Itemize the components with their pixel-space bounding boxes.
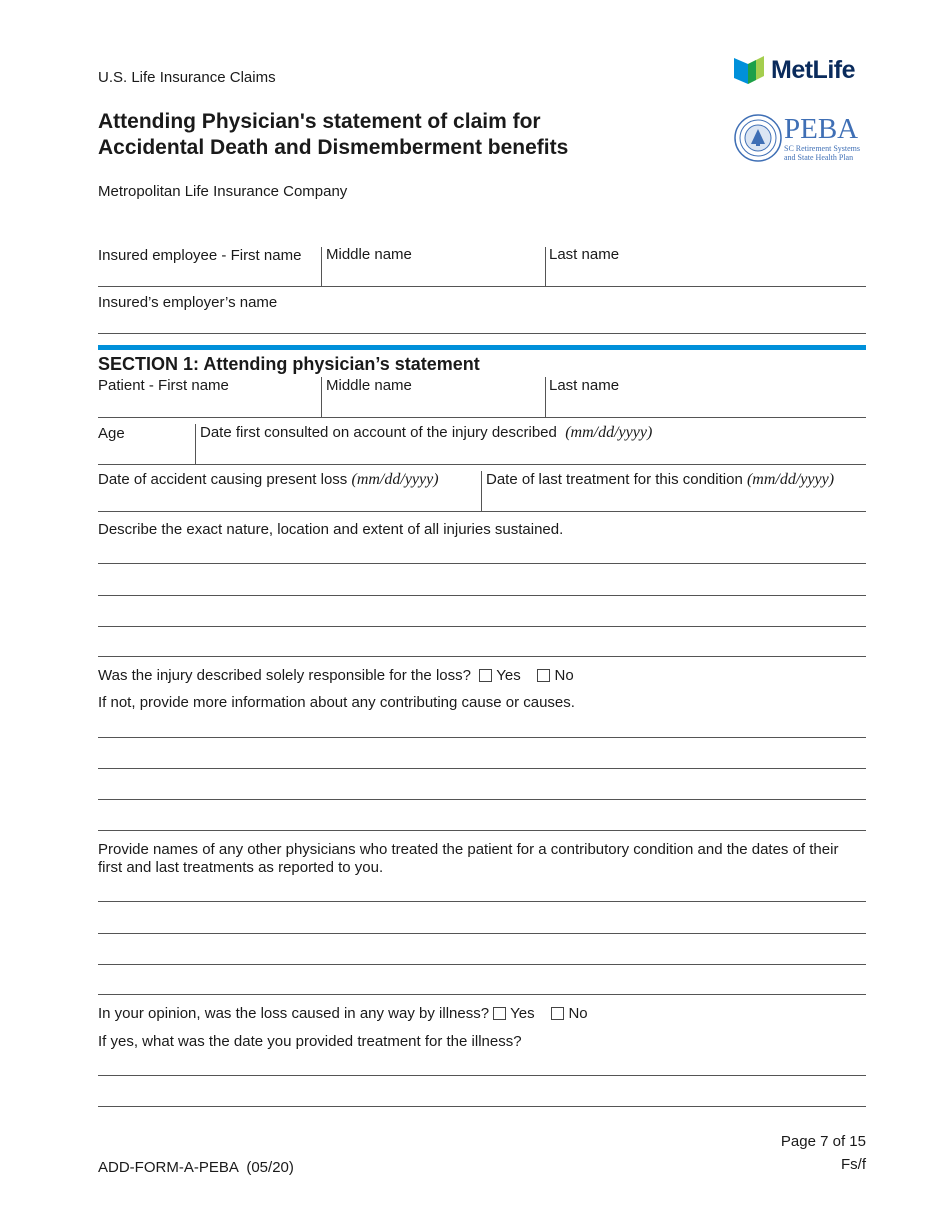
other-physicians-label-1: Provide names of any other physicians who treated the patient for a contributory condition and the dates of their [98, 841, 839, 858]
form-title-line1: Attending Physician's statement of claim for [98, 110, 541, 133]
illness-treatment-date-label: If yes, what was the date you provided treatment for the illness? [98, 1033, 522, 1050]
divider [545, 247, 546, 286]
patient-last-name-label: Last name [549, 377, 620, 394]
solely-responsible-question: Was the injury described solely responsible for the loss? Yes No [98, 667, 574, 684]
employer-name-field-line[interactable] [98, 333, 866, 334]
date-first-consulted-label: Date first consulted on account of the injury described (mm/dd/yyyy) [200, 424, 653, 441]
describe-injuries-label: Describe the exact nature, location and extent of all injuries sustained. [98, 521, 564, 538]
contributing-cause-answer-line[interactable] [98, 830, 866, 831]
divider [321, 377, 322, 417]
metlife-logo-text: MetLife [771, 56, 855, 84]
form-title-line2: Accidental Death and Dismemberment benefits [98, 136, 569, 159]
date-of-accident-label: Date of accident causing present loss (mm/dd/yyyy) [98, 471, 439, 488]
illness-yes-checkbox[interactable] [493, 1007, 506, 1020]
other-physicians-answer-line[interactable] [98, 964, 866, 965]
page-number: Page 7 of 15 [780, 1133, 866, 1150]
yes-label: Yes [496, 667, 521, 684]
illness-no-checkbox[interactable] [551, 1007, 564, 1020]
patient-first-name-label: Patient - First name [98, 377, 229, 394]
injuries-answer-line[interactable] [98, 563, 866, 564]
date-last-treatment-label: Date of last treatment for this condition (mm/dd/yyyy) [486, 471, 835, 488]
solely-responsible-no-checkbox[interactable] [537, 669, 550, 682]
metlife-logo-icon [734, 54, 768, 86]
contributing-cause-answer-line[interactable] [98, 799, 866, 800]
other-physicians-answer-line[interactable] [98, 901, 866, 902]
divider [195, 424, 196, 464]
patient-middle-name-label: Middle name [326, 377, 412, 394]
employee-middle-name-label: Middle name [326, 246, 412, 263]
employee-last-name-label: Last name [549, 246, 620, 263]
employee-first-name-label: Insured employee - First name [98, 247, 302, 264]
claims-label: U.S. Life Insurance Claims [98, 69, 276, 86]
other-physicians-answer-line[interactable] [98, 933, 866, 934]
metlife-logo [734, 54, 866, 86]
accident-dates-field-line[interactable] [98, 511, 866, 512]
no-label: No [554, 667, 574, 684]
company-name: Metropolitan Life Insurance Company [98, 183, 348, 200]
injuries-answer-line[interactable] [98, 626, 866, 627]
peba-seal-icon [734, 114, 782, 162]
form-id: ADD-FORM-A-PEBA (05/20) [98, 1159, 294, 1176]
contributing-cause-answer-line[interactable] [98, 768, 866, 769]
peba-subtitle-1: SC Retirement Systems [784, 144, 860, 153]
section-divider-bar [98, 345, 866, 350]
illness-question: In your opinion, was the loss caused in any way by illness? Yes No [98, 1005, 588, 1022]
illness-answer-line[interactable] [98, 1106, 866, 1107]
age-label: Age [98, 425, 125, 442]
injuries-answer-line[interactable] [98, 595, 866, 596]
other-physicians-answer-line[interactable] [98, 994, 866, 995]
illness-answer-line[interactable] [98, 1075, 866, 1076]
patient-name-field-line[interactable] [98, 417, 866, 418]
employee-name-field-line[interactable] [98, 286, 866, 287]
peba-logo [734, 114, 868, 164]
other-physicians-label-2: first and last treatments as reported to you. [98, 859, 384, 876]
divider [321, 247, 322, 286]
contributing-cause-answer-line[interactable] [98, 737, 866, 738]
peba-logo-text: PEBA [784, 113, 859, 145]
age-date-field-line[interactable] [98, 464, 866, 465]
form-code: Fs/f [841, 1156, 866, 1173]
solely-responsible-yes-checkbox[interactable] [479, 669, 492, 682]
yes-label: Yes [510, 1005, 535, 1022]
contributing-cause-label: If not, provide more information about any contributing cause or causes. [98, 694, 575, 711]
section1-heading: SECTION 1: Attending physician’s statement [98, 354, 480, 374]
no-label: No [568, 1005, 588, 1022]
injuries-answer-line[interactable] [98, 656, 866, 657]
divider [481, 471, 482, 511]
employer-name-label: Insured’s employer’s name [98, 294, 278, 311]
divider [545, 377, 546, 417]
peba-subtitle-2: and State Health Plan [784, 153, 854, 162]
